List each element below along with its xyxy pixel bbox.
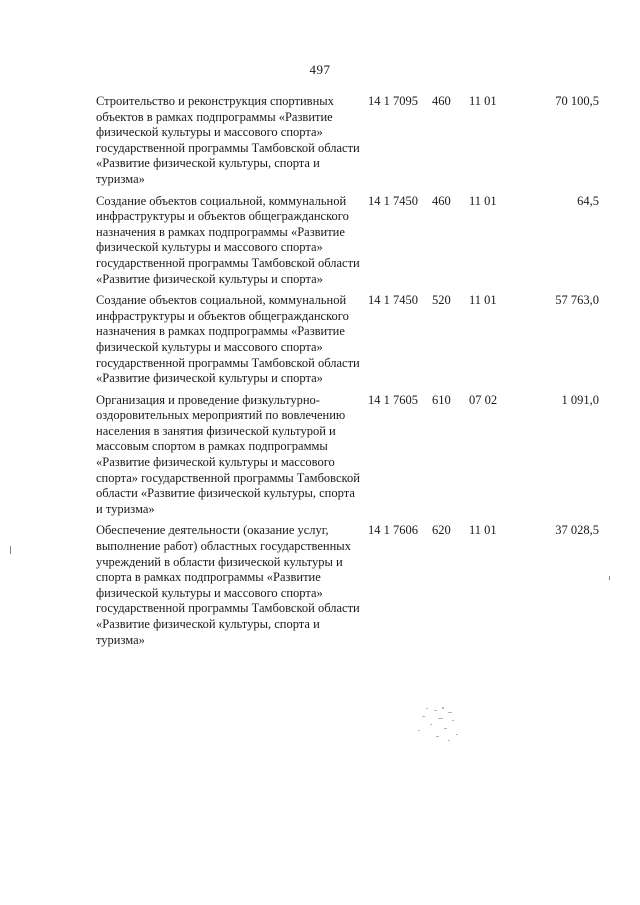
row-expense-type: 460 <box>432 94 451 108</box>
row-description: Организация и проведение физкультурно-оздоровительных мероприятий по вовлечению населения в занятия физической культурой и массовым спортом в рамках подпрограммы «Развитие физической культуры и массового спорта» государственной программы Тамбовской области «Развитие физической культуры, спорта и туризма» <box>96 392 360 516</box>
budget-table <box>0 94 640 654</box>
row-amount: 37 028,5 <box>555 523 599 538</box>
row-target-article: 14 1 7450 <box>368 193 418 208</box>
row-section: 11 01 <box>469 193 497 208</box>
row-description: Создание объектов социальной, коммунальной инфраструктуры и объектов общегражданского назначения в рамках подпрограммы «Развитие физической культуры и массового спорта» государственной программы Тамбовской области «Развитие физической культуры и спорта» <box>96 193 360 286</box>
table-row <box>0 393 640 518</box>
row-expense-type: 610 <box>432 392 451 407</box>
table-row <box>0 293 640 387</box>
row-target-article: 14 1 7450 <box>368 293 418 308</box>
row-description: Обеспечение деятельности (оказание услуг, выполнение работ) областных государственных учреждений в области физической культуры и спорта в рамках подпрограммы «Развитие физической культуры и массового спорта» государственной программы Тамбовской области «Развитие физической культуры, спорта и туризма» <box>96 523 360 647</box>
scan-artifact <box>412 706 472 746</box>
row-expense-type: 620 <box>432 523 451 538</box>
row-amount: 70 100,5 <box>555 94 599 108</box>
row-section: 11 01 <box>469 94 497 108</box>
scan-edge-mark <box>10 546 11 554</box>
row-amount: 57 763,0 <box>555 293 599 308</box>
row-section: 11 01 <box>469 293 497 308</box>
table-row <box>0 194 640 288</box>
row-section: 11 01 <box>469 523 497 538</box>
page-number: 497 <box>309 62 331 77</box>
row-expense-type: 460 <box>432 193 451 208</box>
row-section: 07 02 <box>469 392 498 407</box>
row-target-article: 14 1 7095 <box>368 94 418 108</box>
row-amount: 1 091,0 <box>561 392 599 407</box>
table-row <box>0 523 640 648</box>
scan-edge-mark <box>609 576 610 580</box>
table-row <box>0 94 640 188</box>
row-description: Создание объектов социальной, коммунальной инфраструктуры и объектов общегражданского назначения в рамках подпрограммы «Развитие физической культуры и массового спорта» государственной программы Тамбовской области «Развитие физической культуры и спорта» <box>96 293 360 386</box>
row-target-article: 14 1 7606 <box>368 523 418 538</box>
row-target-article: 14 1 7605 <box>368 392 418 407</box>
row-expense-type: 520 <box>432 293 451 308</box>
row-amount: 64,5 <box>577 193 599 208</box>
row-description: Строительство и реконструкция спортивных объектов в рамках подпрограммы «Развитие физической культуры и массового спорта» государственной программы Тамбовской области «Развитие физической культуры, спорта и туризма» <box>96 94 360 186</box>
